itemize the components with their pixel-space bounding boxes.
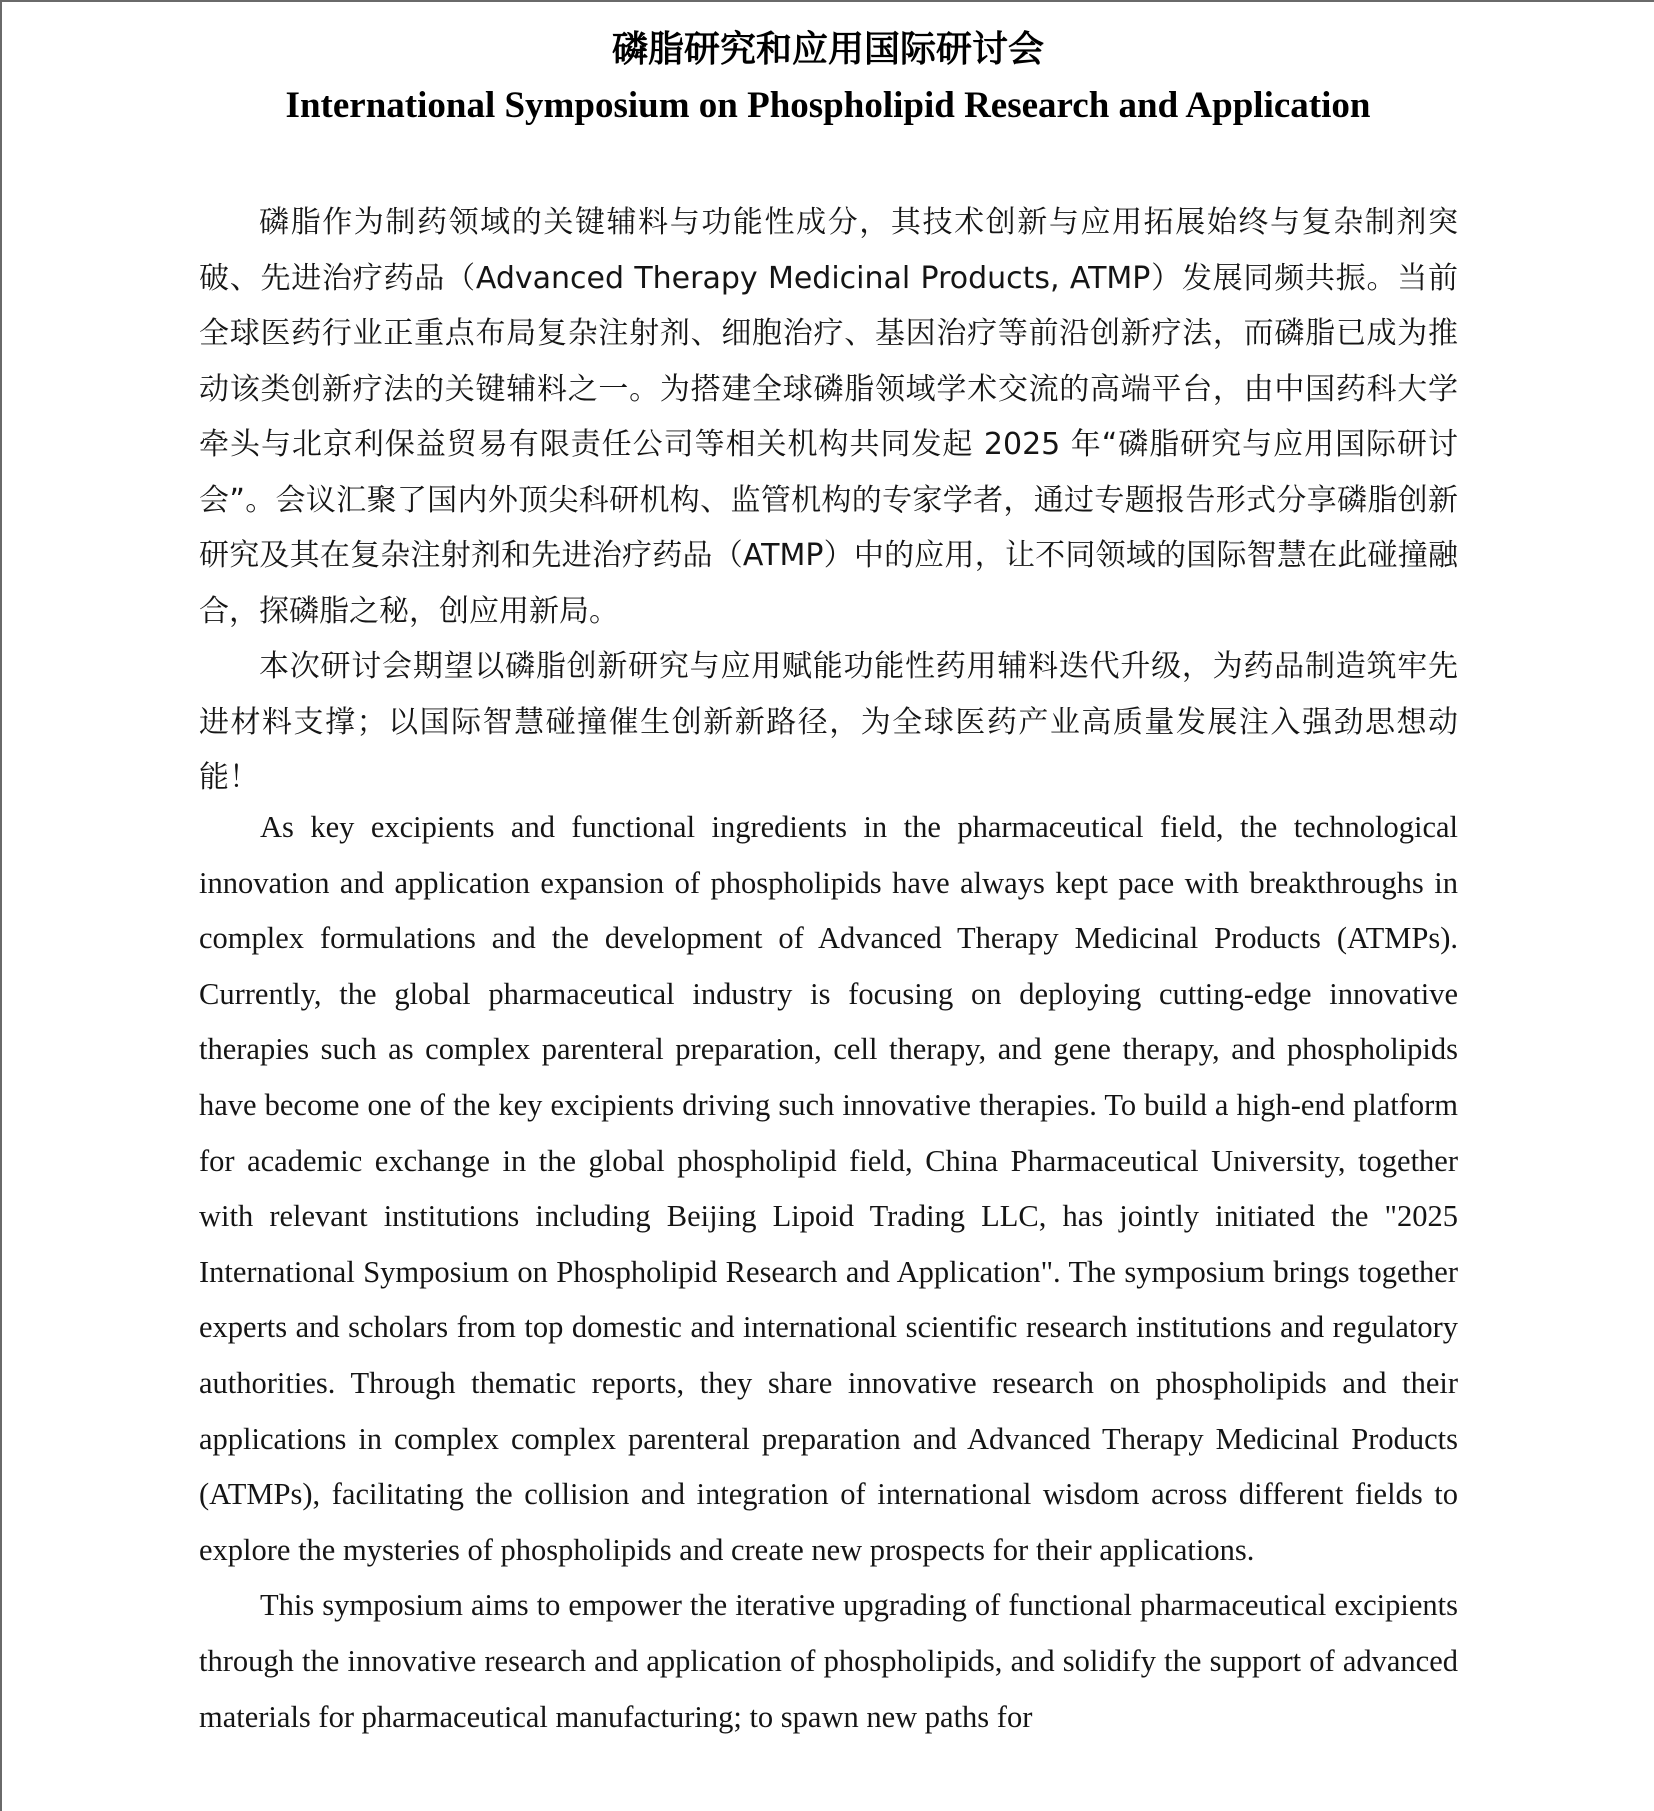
english-paragraph-1: As key excipients and functional ingredients in the pharmaceutical field, the technological innovation and application expansion of phospholipids have always kept pace with breakthroughs in complex formulations and the development of Advanced Therapy Medicinal Products (ATMPs). Currently, the global pharmaceutical industry is focusing on deploying cutting-edge innovative therapies such as complex parenteral preparation, cell therapy, and gene therapy, and phospholipids have become one of the key excipients driving such innovative therapies. To build a high-end platform for academic exchange in the global phospholipid field, China Pharmaceutical University, together with relevant institutions including Beijing Lipoid Trading LLC, has jointly initiated the "2025 International Symposium on Phospholipid Research and Application". The symposium brings together experts and scholars from top domestic and international scientific research institutions and regulatory authorities. Through thematic reports, they share innovative research on phospholipids and their applications in complex complex parenteral preparation and Advanced Therapy Medicinal Products (ATMPs), facilitating the collision and integration of international wisdom across different fields to explore the mysteries of phospholipids and create new prospects for their applications. [199, 810, 1458, 1567]
chinese-body [199, 195, 1458, 806]
title-english: International Symposium on Phospholipid Research and Application [285, 85, 1371, 126]
english-paragraph-2: This symposium aims to empower the iterative upgrading of functional pharmaceutical excipients through the innovative research and application of phospholipids, and solidify the support of advanced materials for pharmaceutical manufacturing; to spawn new paths for [199, 1588, 1458, 1734]
chinese-paragraph-2: 本次研讨会期望以磷脂创新研究与应用赋能功能性药用辅料迭代升级，为药品制造筑牢先进材料支撑；以国际智慧碰撞催生创新新路径，为全球医药产业高质量发展注入强劲思想动能！ [199, 649, 1458, 795]
chinese-paragraph-1: 磷脂作为制药领域的关键辅料与功能性成分，其技术创新与应用拓展始终与复杂制剂突破、先进治疗药品（Advanced Therapy Medicinal Products, ATMP）发展同频共振。当前全球医药行业正重点布局复杂注射剂、细胞治疗、基因治疗等前沿创新疗法，而磷脂已成为推动该类创新疗法的关键辅料之一。为搭建全球磷脂领域学术交流的高端平台，由中国药科大学牵头与北京利保益贸易有限责任公司等相关机构共同发起 2025 年“磷脂研究与应用国际研讨会”。会议汇聚了国内外顶尖科研机构、监管机构的专家学者，通过专题报告形式分享磷脂创新研究及其在复杂注射剂和先进治疗药品（ATMP）中的应用，让不同领域的国际智慧在此碰撞融合，探磷脂之秘，创应用新局。 [199, 205, 1458, 629]
title-chinese: 磷脂研究和应用国际研讨会 [611, 29, 1044, 70]
english-body [199, 800, 1458, 1745]
